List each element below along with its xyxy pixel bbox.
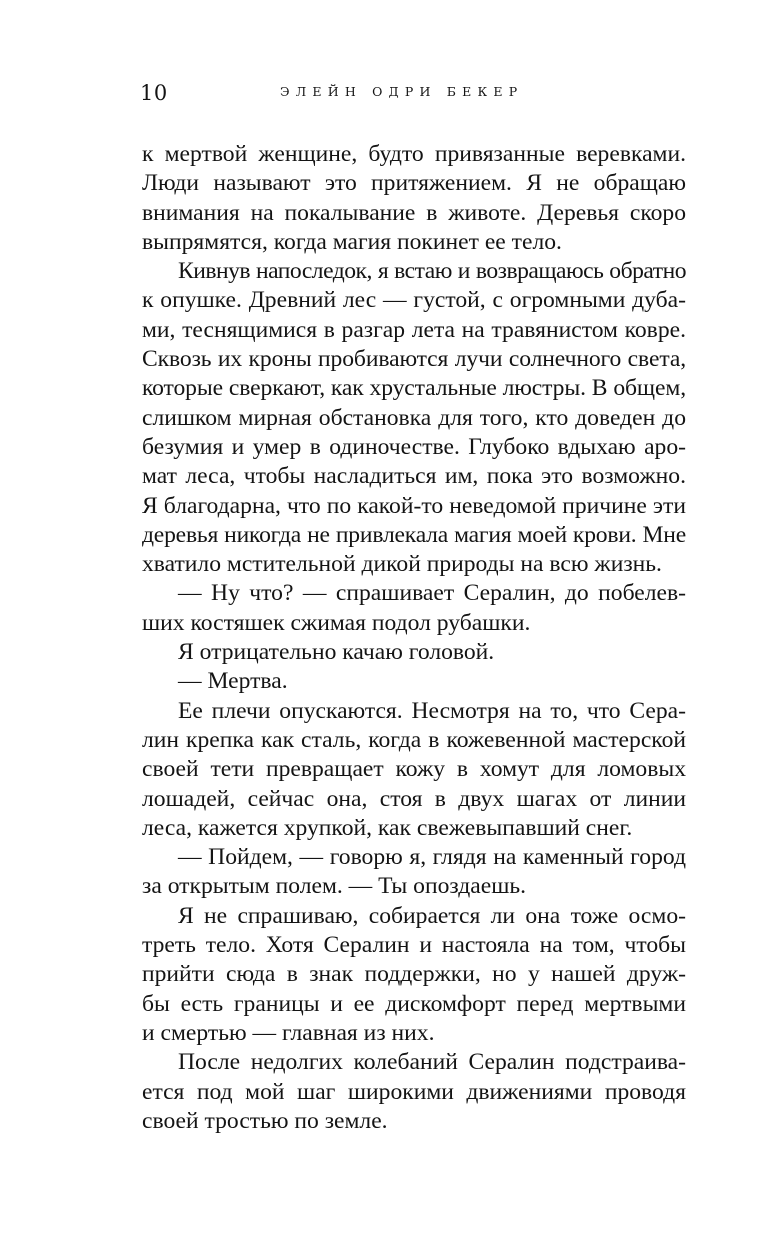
text-line: ется под мой шаг широкими движениями проводя bbox=[142, 1078, 686, 1105]
text-line: выпрямятся, когда магия покинет ее тело. bbox=[142, 228, 562, 255]
text-line: внимания на покалывание в животе. Деревья скоро bbox=[142, 199, 686, 226]
paragraph bbox=[142, 843, 686, 902]
text-line: Кивнув напоследок, я встаю и возвращаюсь обратно bbox=[178, 258, 686, 285]
text-line: за открытым полем. — Ты опоздаешь. bbox=[142, 873, 527, 900]
paragraph bbox=[142, 902, 686, 1048]
text-line: хватило мстительной дикой природы на всю жизнь. bbox=[142, 551, 662, 578]
text-line: своей тети превращает кожу в хомут для ломовых bbox=[142, 756, 686, 783]
text-line: ми, теснящимися в разгар лета на травянистом ковре. bbox=[142, 316, 686, 343]
text-line: к опушке. Древний лес — густой, с огромными дуба- bbox=[142, 287, 686, 314]
text-line: Люди называют это притяжением. Я не обращаю bbox=[142, 170, 686, 197]
text-line: и смертью — главная из них. bbox=[142, 1019, 435, 1046]
text-line: бы есть границы и ее дискомфорт перед мертвыми bbox=[142, 990, 686, 1017]
text-line: ших костяшек сжимая подол рубашки. bbox=[142, 609, 531, 636]
paragraph bbox=[142, 257, 686, 579]
text-line: деревья никогда не привлекала магия моей крови. Мне bbox=[142, 521, 686, 548]
text-line: леса, кажется хрупкой, как свежевыпавший снег. bbox=[142, 814, 633, 841]
page-number: 10 bbox=[140, 81, 168, 105]
text-line: Ее плечи опускаются. Несмотря на то, что Сера- bbox=[178, 697, 686, 724]
text-line: Сквозь их кроны пробиваются лучи солнечного света, bbox=[142, 346, 686, 373]
text-line: безумия и умер в одиночестве. Глубоко вдыхаю аро- bbox=[142, 433, 686, 460]
text-line: своей тростью по земле. bbox=[142, 1107, 388, 1134]
text-line: После недолгих колебаний Сералин подстраива- bbox=[178, 1049, 686, 1076]
text-line: Я не спрашиваю, собирается ли она тоже осмо- bbox=[178, 902, 686, 929]
body-text bbox=[142, 140, 686, 1136]
text-line: — Ну что? — спрашивает Сералин, до побелев- bbox=[178, 580, 686, 607]
text-line: треть тело. Хотя Сералин и настояла на том, чтобы bbox=[142, 932, 686, 959]
running-header: ЭЛЕЙН ОДРИ БЕКЕР bbox=[280, 84, 524, 99]
paragraph bbox=[142, 1048, 686, 1136]
paragraph bbox=[142, 140, 686, 257]
text-line: к мертвой женщине, будто привязанные веревками. bbox=[142, 141, 686, 167]
text-line: мат леса, чтобы насладиться им, пока это возможно. bbox=[142, 463, 686, 490]
text-line: прийти сюда в знак поддержки, но у нашей друж- bbox=[142, 961, 686, 988]
text-line: — Мертва. bbox=[178, 668, 288, 695]
text-line: Я благодарна, что по какой-то неведомой причине эти bbox=[142, 492, 686, 519]
text-line: — Пойдем, — говорю я, глядя на каменный город bbox=[178, 844, 686, 871]
text-line: лошадей, сейчас она, стоя в двух шагах от линии bbox=[142, 785, 686, 812]
text-line: которые сверкают, как хрустальные люстры. В общем, bbox=[142, 375, 686, 402]
paragraph bbox=[142, 667, 686, 696]
text-line: слишком мирная обстановка для того, кто доведен до bbox=[142, 404, 686, 431]
text-line: Я отрицательно качаю головой. bbox=[178, 639, 495, 666]
paragraph bbox=[142, 697, 686, 843]
paragraph bbox=[142, 638, 686, 667]
paragraph bbox=[142, 579, 686, 638]
text-line: лин крепка как сталь, когда в кожевенной мастерской bbox=[142, 726, 686, 753]
